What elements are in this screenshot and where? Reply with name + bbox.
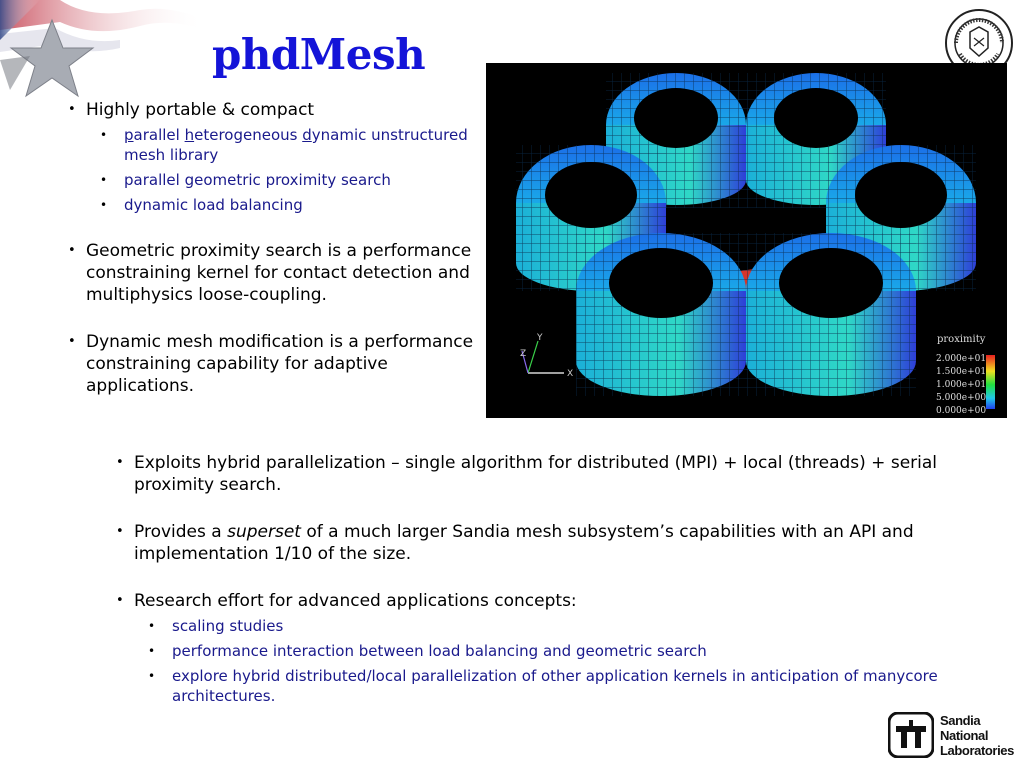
sub-bullet-item <box>148 666 964 706</box>
axis-label-x: X <box>567 369 574 379</box>
legend-value: 2.000e+01 <box>936 354 987 364</box>
bullet-dot: • <box>68 243 76 258</box>
left-bullet-list <box>68 99 476 397</box>
axis-label-z: Z <box>520 349 527 359</box>
logo-line: National <box>940 728 989 743</box>
bullet-dot: • <box>116 455 124 470</box>
bullet-item <box>116 521 964 565</box>
bullet-item <box>68 99 476 215</box>
axis-label-y: Y <box>537 333 543 343</box>
legend-value: 1.500e+01 <box>936 367 987 377</box>
sandia-thunderbird-icon <box>888 712 934 758</box>
legend-value: 1.000e+01 <box>936 380 987 390</box>
legend-value: 0.000e+00 <box>936 406 987 416</box>
bullet-text: Exploits hybrid parallelization – single algorithm for distributed (MPI) + local (threads) + serial proximity search. <box>134 453 938 495</box>
proximity-simulation-image <box>486 63 1007 418</box>
sub-bullet-text: parallel geometric proximity search <box>124 171 391 189</box>
sub-bullet-list <box>134 616 964 706</box>
slide-title: phdMesh <box>212 30 426 79</box>
bullet-dot: • <box>68 334 76 349</box>
bullet-item <box>116 590 964 706</box>
sub-bullet-list <box>86 125 476 215</box>
bullet-dot: • <box>148 644 156 658</box>
bottom-bullet-list <box>116 452 964 706</box>
bullet-dot: • <box>148 619 156 633</box>
bullet-dot: • <box>100 173 108 187</box>
sub-bullet-text: dynamic load balancing <box>124 196 303 214</box>
sub-bullet-item <box>148 641 964 661</box>
sub-bullet-item <box>100 170 476 190</box>
sub-bullet-item <box>100 195 476 215</box>
sub-bullet-text: scaling studies <box>172 617 284 635</box>
sub-bullet-text: performance interaction between load balancing and geometric search <box>172 642 707 660</box>
color-legend <box>936 334 995 416</box>
bullet-text: Provides a superset of a much larger Sandia mesh subsystem’s capabilities with an API and implementation 1/10 of the size. <box>134 522 914 564</box>
bullet-item <box>68 331 476 397</box>
legend-value: 5.000e+00 <box>936 393 987 403</box>
sub-bullet-item <box>100 125 476 165</box>
legend-title: proximity <box>937 334 986 345</box>
bullet-dot: • <box>100 128 108 142</box>
bullet-dot: • <box>100 198 108 212</box>
sub-bullet-text: explore hybrid distributed/local parallelization of other application kernels in anticipation of manycore architectures. <box>172 667 938 705</box>
logo-line: Sandia <box>940 713 981 728</box>
bullet-dot: • <box>116 524 124 539</box>
bullet-item <box>68 240 476 306</box>
bullet-dot: • <box>148 669 156 683</box>
sub-bullet-item <box>148 616 964 636</box>
bullet-text: Dynamic mesh modification is a performance constraining capability for adaptive applications. <box>86 332 474 396</box>
bullet-text: Research effort for advanced applications concepts: <box>134 591 577 611</box>
sub-bullet-text: parallel heterogeneous dynamic unstructured mesh library <box>124 126 468 164</box>
bullet-item <box>116 452 964 496</box>
axis-triad <box>520 333 573 379</box>
bullet-dot: • <box>116 593 124 608</box>
sandia-logo <box>886 710 1014 762</box>
logo-line: Laboratories <box>940 743 1014 758</box>
sandia-logo-text <box>940 713 1014 758</box>
bullet-dot: • <box>68 102 76 117</box>
bullet-text: Geometric proximity search is a performance constraining kernel for contact detection and multiphysics loose-coupling. <box>86 241 472 305</box>
bullet-text: Highly portable & compact <box>86 100 315 120</box>
